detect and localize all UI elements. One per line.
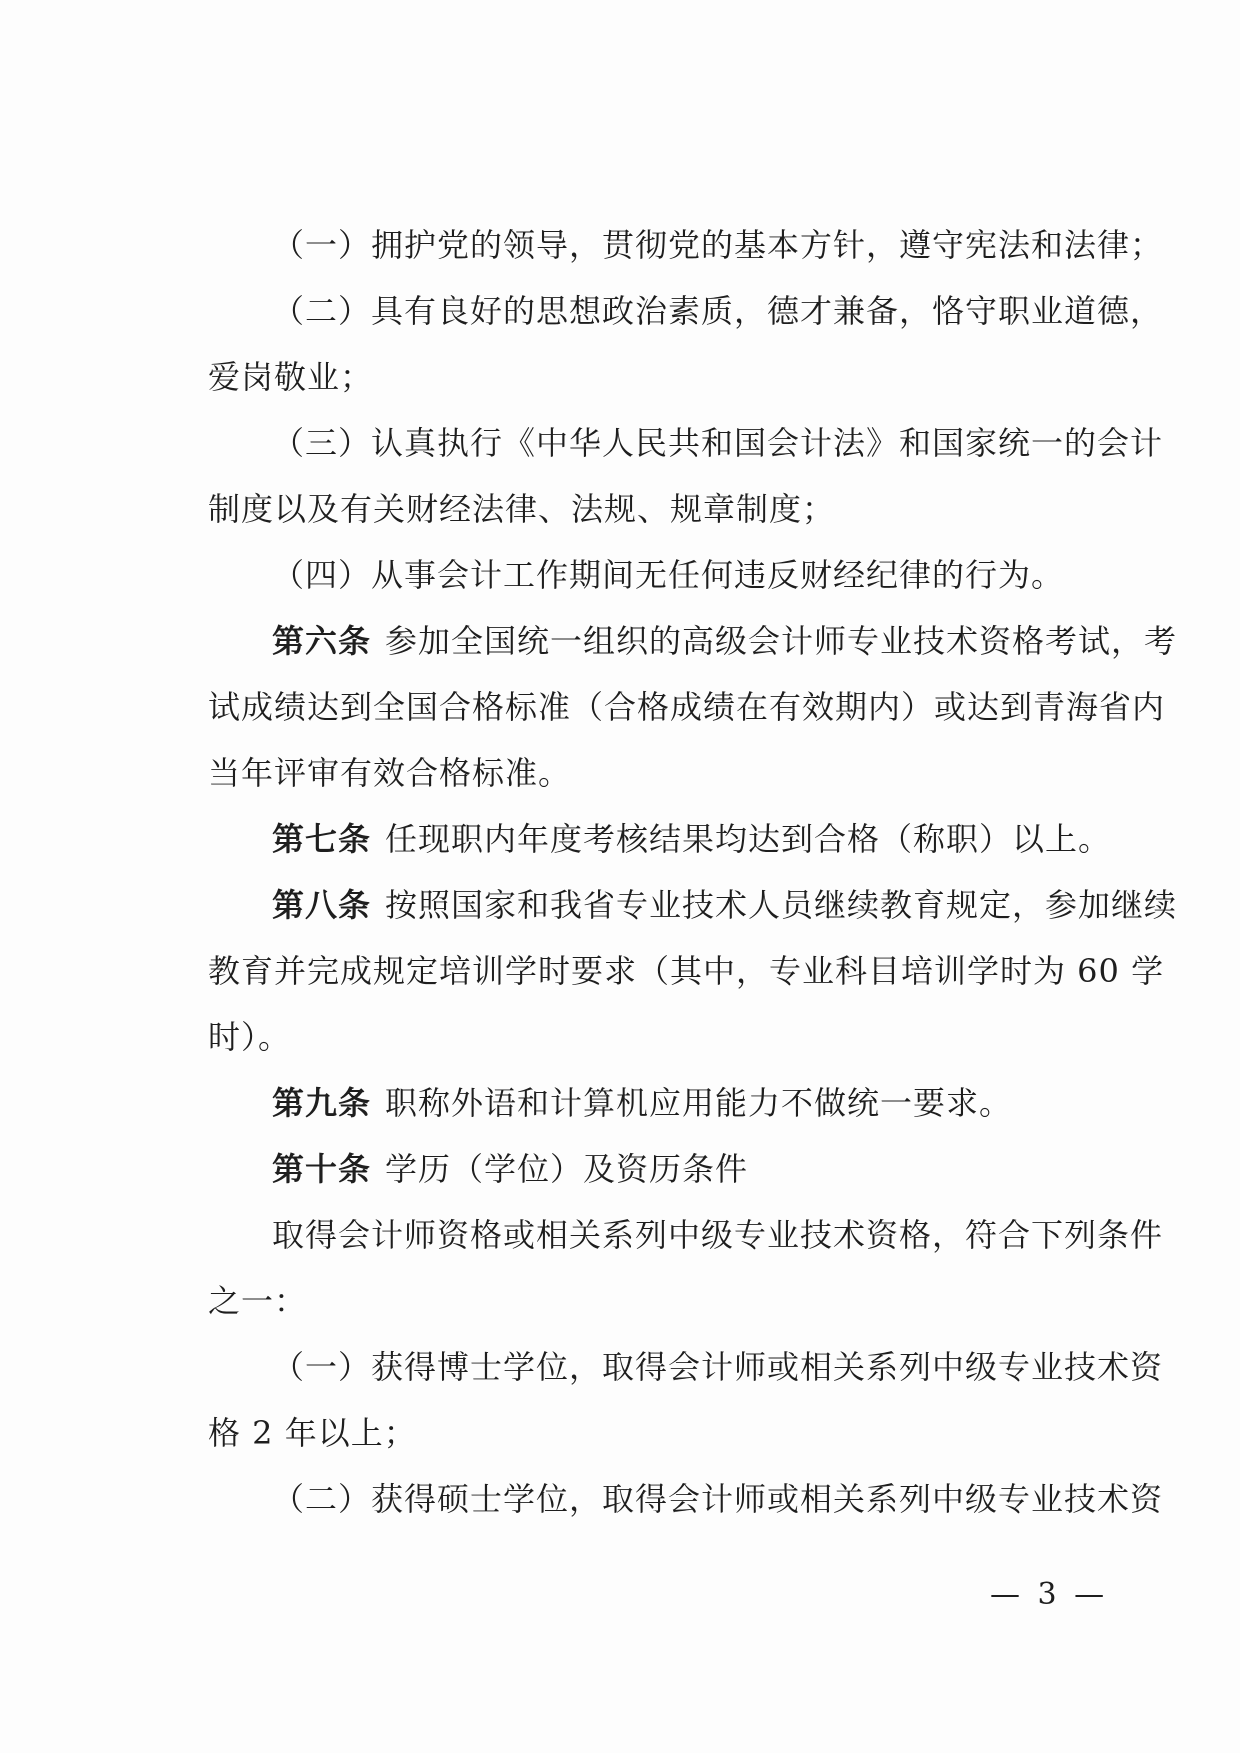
article-8-text: 按照国家和我省专业技术人员继续教育规定，参加继续 bbox=[385, 886, 1178, 924]
article-10-item-1: （一）获得博士学位，取得会计师或相关系列中级专业技术资 bbox=[272, 1348, 1164, 1386]
article-6-heading: 第六条 bbox=[272, 622, 372, 660]
condition-2-continuation: 爱岗敬业； bbox=[208, 358, 374, 396]
condition-1-line: （一）拥护党的领导，贯彻党的基本方针，遵守宪法和法律； bbox=[272, 226, 1164, 264]
article-8 bbox=[272, 882, 1178, 928]
article-10 bbox=[272, 1146, 1128, 1192]
condition-3-line: （三）认真执行《中华人民共和国会计法》和国家统一的会计 bbox=[272, 424, 1164, 462]
article-10-item-1-continuation: 格 2 年以上； bbox=[208, 1414, 417, 1452]
article-7-heading: 第七条 bbox=[272, 820, 372, 858]
page-number: — 3 — bbox=[990, 1577, 1109, 1612]
article-6-text: 参加全国统一组织的高级会计师专业技术资格考试，考 bbox=[385, 622, 1178, 660]
article-10-text: 学历（学位）及资历条件 bbox=[385, 1150, 749, 1188]
condition-4-line: （四）从事会计工作期间无任何违反财经纪律的行为。 bbox=[272, 556, 1065, 594]
condition-3-continuation: 制度以及有关财经法律、法规、规章制度； bbox=[208, 490, 836, 528]
article-10-item-2: （二）获得硕士学位，取得会计师或相关系列中级专业技术资 bbox=[272, 1480, 1164, 1518]
article-7 bbox=[272, 816, 1128, 862]
article-9 bbox=[272, 1080, 1128, 1126]
article-6 bbox=[272, 618, 1178, 664]
article-9-text: 职称外语和计算机应用能力不做统一要求。 bbox=[385, 1084, 1013, 1122]
article-7-text: 任现职内年度考核结果均达到合格（称职）以上。 bbox=[385, 820, 1112, 858]
article-8-continuation-1: 教育并完成规定培训学时要求（其中，专业科目培训学时为 60 学 bbox=[208, 952, 1165, 990]
article-6-continuation-2: 当年评审有效合格标准。 bbox=[208, 754, 572, 792]
article-9-heading: 第九条 bbox=[272, 1084, 372, 1122]
article-10-heading: 第十条 bbox=[272, 1150, 372, 1188]
article-8-continuation-2: 时）。 bbox=[208, 1018, 292, 1056]
article-10-intro-continuation: 之一： bbox=[208, 1282, 308, 1320]
article-10-intro: 取得会计师资格或相关系列中级专业技术资格，符合下列条件 bbox=[272, 1216, 1164, 1254]
condition-2-line: （二）具有良好的思想政治素质，德才兼备，恪守职业道德， bbox=[272, 292, 1164, 330]
article-8-heading: 第八条 bbox=[272, 886, 372, 924]
article-6-continuation-1: 试成绩达到全国合格标准（合格成绩在有效期内）或达到青海省内 bbox=[208, 688, 1166, 726]
